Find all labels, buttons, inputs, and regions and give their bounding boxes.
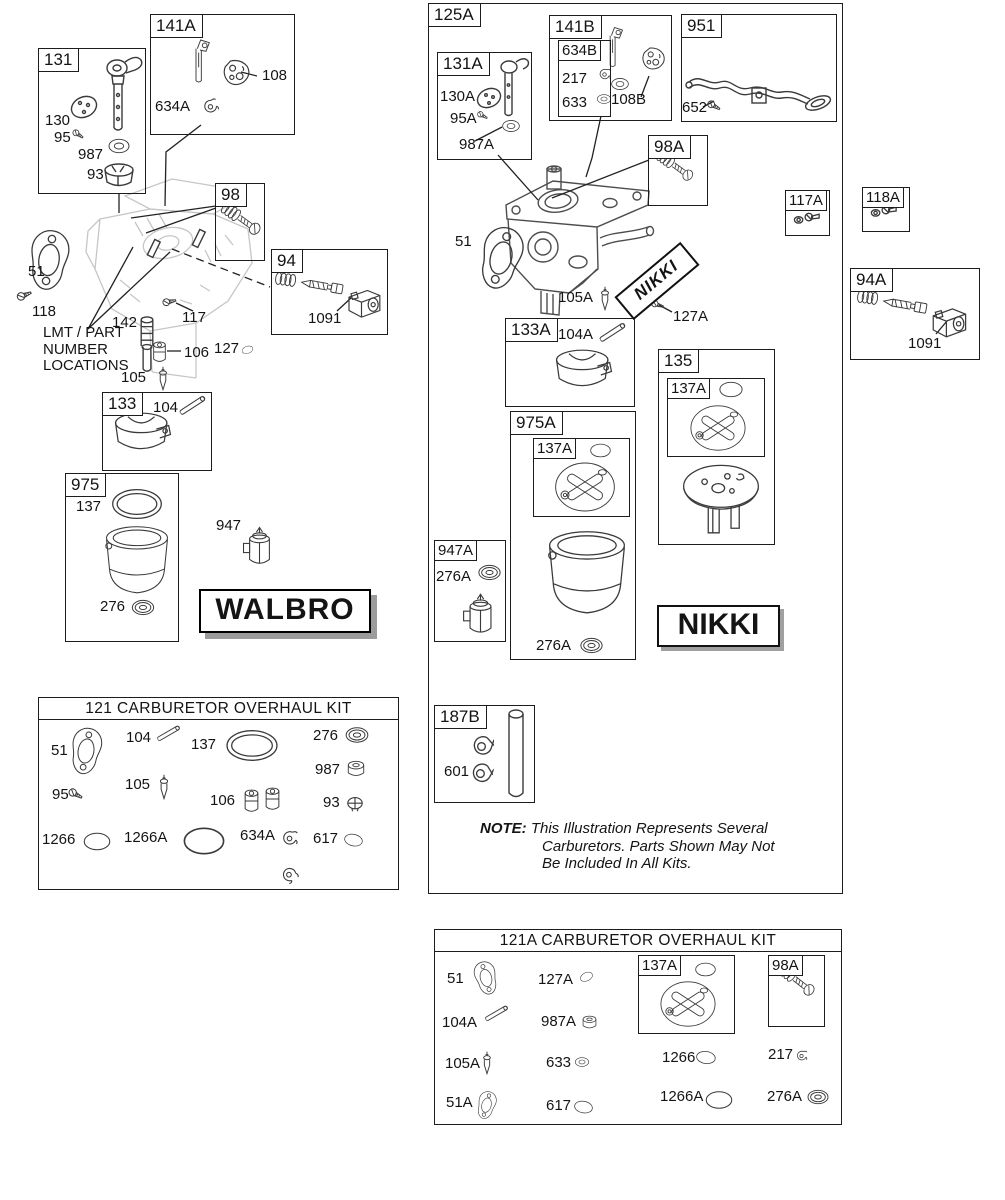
part-label-1266A: 1266A (124, 829, 168, 846)
part-label-217: 217 (768, 1046, 794, 1063)
part-label-51: 51 (455, 233, 472, 250)
callout-tab: 133A (506, 319, 558, 342)
lmt-line-3: LOCATIONS (43, 357, 129, 374)
part-label-634A: 634A (155, 98, 191, 115)
lmt-line-2: NUMBER (43, 340, 109, 358)
callout-tab: 117A (786, 191, 827, 211)
callout-box-98 (215, 183, 265, 261)
part-label-127A: 127A (673, 308, 709, 325)
callout-tab: 94A (851, 269, 893, 292)
part-label-276A: 276A (436, 568, 472, 585)
callout-tab: 131A (438, 53, 490, 76)
part-label-617: 617 (313, 830, 339, 847)
part-label-118: 118 (32, 303, 56, 320)
part-label-1266A: 1266A (660, 1088, 704, 1105)
part-label-130: 130 (45, 112, 71, 129)
part-label-108: 108 (262, 67, 288, 84)
jet-icon (154, 342, 166, 361)
callout-tab: 634B (559, 41, 601, 61)
part-label-95: 95 (54, 129, 71, 146)
part-label-95: 95 (52, 786, 69, 803)
part-label-652: 652 (682, 99, 708, 116)
part-label-104A: 104A (442, 1014, 478, 1031)
callout-tab: 137A (639, 956, 681, 976)
callout-box-137A (533, 438, 630, 517)
callout-box-137A (667, 378, 765, 457)
part-label-634A: 634A (240, 827, 276, 844)
part-label-127A: 127A (538, 971, 574, 988)
part-label-51: 51 (51, 742, 68, 759)
part-label-987: 987 (78, 146, 104, 163)
part-label-276: 276 (100, 598, 126, 615)
part-label-617: 617 (546, 1097, 572, 1114)
callout-box-98A (768, 955, 825, 1027)
callout-tab: 141B (550, 16, 602, 39)
part-label-633: 633 (546, 1054, 572, 1071)
part-label-104: 104 (126, 729, 152, 746)
callout-tab: 98A (649, 136, 691, 159)
callout-box-137A (638, 955, 735, 1034)
screw-icon (16, 289, 32, 302)
part-label-105A: 105A (445, 1055, 481, 1072)
part-label-276A: 276A (767, 1088, 803, 1105)
callout-tab: 135 (659, 350, 699, 373)
callout-tab: 98A (769, 956, 803, 976)
part-label-51: 51 (28, 263, 45, 280)
callout-tab: 951 (682, 15, 722, 38)
callout-box-947A (434, 540, 506, 642)
note-label: NOTE: (480, 820, 527, 837)
note-line-1 (480, 820, 775, 838)
part-label-633: 633 (562, 94, 588, 111)
lmt-note (43, 325, 129, 375)
callout-tab: 975 (66, 474, 106, 497)
callout-tab: 975A (511, 412, 563, 435)
callout-tab: 137A (534, 439, 576, 459)
callout-tab: 947A (435, 541, 477, 561)
callout-tab: 125A (429, 4, 481, 27)
gasket-icon (27, 228, 72, 291)
part-label-117: 117 (182, 309, 206, 326)
callout-tab: 131 (39, 49, 79, 72)
part-label-601: 601 (444, 763, 470, 780)
part-label-987A: 987A (541, 1013, 577, 1030)
needle-valve-icon (160, 367, 167, 390)
solenoid-icon (244, 527, 270, 563)
callout-tab: 187B (435, 706, 487, 729)
callout-tab: 137A (668, 379, 710, 399)
callout-box-117A (785, 190, 830, 236)
part-label-106: 106 (184, 344, 210, 361)
part-label-108B: 108B (611, 91, 647, 108)
callout-tab: 94 (272, 250, 303, 273)
part-label-105: 105 (121, 369, 147, 386)
kit-121-title: 121 CARBURETOR OVERHAUL KIT (39, 698, 398, 720)
part-label-51: 51 (447, 970, 464, 987)
part-label-106: 106 (210, 792, 236, 809)
callout-tab: 118A (863, 188, 904, 208)
kit-note (480, 820, 775, 873)
part-label-95A: 95A (450, 110, 477, 127)
kit-121A-title: 121A CARBURETOR OVERHAUL KIT (435, 930, 841, 952)
callout-box-118A (862, 187, 910, 232)
part-label-137: 137 (191, 736, 217, 753)
part-label-1266: 1266 (42, 831, 76, 848)
part-label-127: 127 (214, 340, 240, 357)
part-label-1091: 1091 (908, 335, 942, 352)
part-label-217: 217 (562, 70, 588, 87)
part-label-987: 987 (315, 761, 341, 778)
part-label-104: 104 (153, 399, 179, 416)
part-label-947: 947 (216, 517, 242, 534)
part-label-51A: 51A (446, 1094, 473, 1111)
part-label-104A: 104A (558, 326, 594, 343)
nikki-logo: NIKKI (657, 605, 780, 647)
note-text-3: Be Included In All Kits. (542, 855, 692, 872)
o-ring-icon (241, 345, 254, 355)
part-label-142: 142 (112, 314, 138, 331)
callout-tab: 133 (103, 393, 143, 416)
note-text-2: Carburetors. Parts Shown May Not (542, 837, 775, 855)
walbro-logo: WALBRO (199, 589, 371, 633)
part-label-987A: 987A (459, 136, 495, 153)
note-text-1: This Illustration Represents Several (530, 820, 768, 837)
part-label-276: 276 (313, 727, 339, 744)
nikki-tilted-logo: NIKKI (614, 242, 699, 320)
part-label-105A: 105A (558, 289, 594, 306)
part-label-1091: 1091 (308, 310, 342, 327)
part-label-105: 105 (125, 776, 151, 793)
part-label-1266: 1266 (662, 1049, 696, 1066)
callout-tab: 98 (216, 184, 247, 207)
part-label-137: 137 (76, 498, 102, 515)
part-label-93: 93 (323, 794, 340, 811)
part-label-130A: 130A (440, 88, 476, 105)
screw-icon (162, 296, 176, 306)
part-label-93: 93 (87, 166, 104, 183)
lmt-line-1: LMT / PART (43, 324, 124, 341)
callout-tab: 141A (151, 15, 203, 38)
callout-box-98A (648, 135, 708, 206)
part-label-276A: 276A (536, 637, 572, 654)
callout-box-187B (434, 705, 535, 803)
